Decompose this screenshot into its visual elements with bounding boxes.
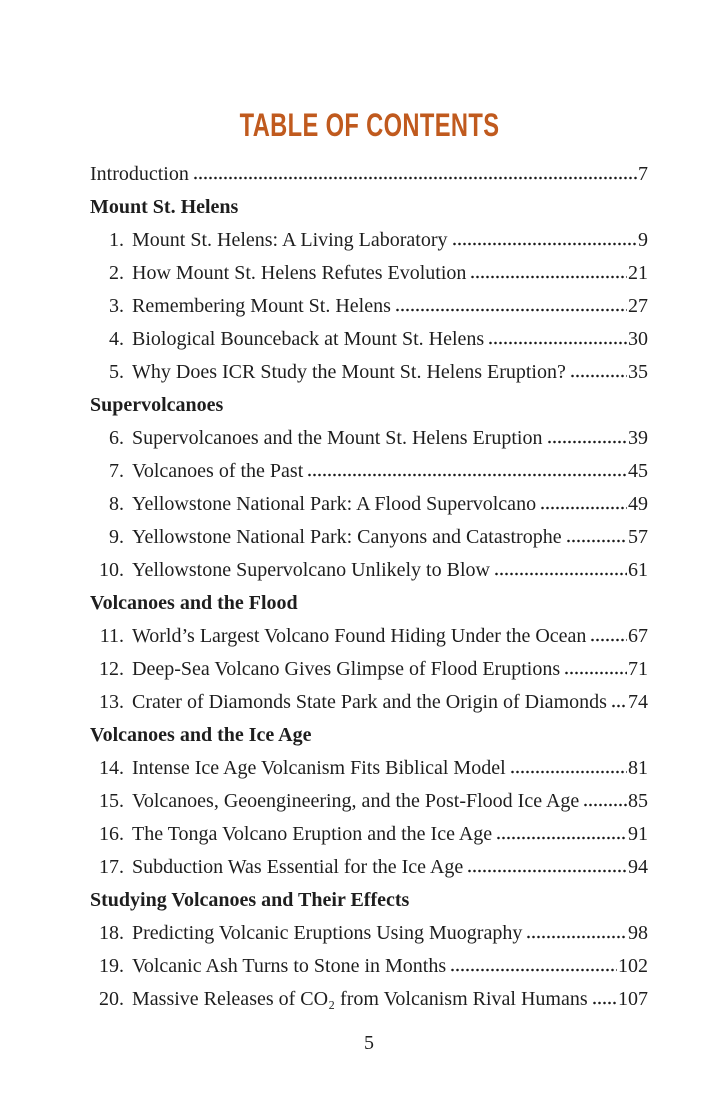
toc-entry[interactable] (90, 521, 648, 554)
entry-number: 6. (109, 427, 124, 449)
entry-number: 14. (99, 757, 124, 779)
entry-title: Why Does ICR Study the Mount St. Helens Eruption? (132, 361, 566, 383)
toc-entry[interactable] (90, 356, 648, 389)
dotted-leader (564, 671, 627, 675)
entry-title: World’s Largest Volcano Found Hiding Under the Ocean (132, 625, 587, 647)
entry-number: 9. (109, 526, 124, 548)
entry-number: 4. (109, 328, 124, 350)
toc-entry[interactable] (90, 323, 648, 356)
entry-title: Deep-Sea Volcano Gives Glimpse of Flood Eruptions (132, 658, 561, 680)
entry-number: 8. (109, 493, 124, 515)
entry-number: 10. (99, 559, 124, 581)
entry-page: 39 (628, 427, 648, 449)
entry-title: Remembering Mount St. Helens (132, 295, 391, 317)
entry-title: Subduction Was Essential for the Ice Age (132, 856, 464, 878)
dotted-leader (395, 308, 627, 312)
entry-number: 16. (99, 823, 124, 845)
dotted-leader (467, 869, 627, 873)
dotted-leader (470, 275, 627, 279)
dotted-leader (590, 638, 627, 642)
dotted-leader (570, 374, 627, 378)
entry-number: 12. (99, 658, 124, 680)
entry-title: Intense Ice Age Volcanism Fits Biblical Model (132, 757, 506, 779)
section-heading-label: Volcanoes and the Ice Age (90, 724, 312, 746)
dotted-leader (307, 473, 627, 477)
dotted-leader (611, 704, 627, 708)
entry-title: How Mount St. Helens Refutes Evolution (132, 262, 467, 284)
entry-page: 91 (628, 823, 648, 845)
toc-entry[interactable] (90, 488, 648, 521)
entry-title: Biological Bounceback at Mount St. Helens (132, 328, 485, 350)
toc-entry[interactable] (90, 620, 648, 653)
entry-number: 17. (99, 856, 124, 878)
toc-entry[interactable] (90, 455, 648, 488)
entry-page: 61 (628, 559, 648, 581)
entry-title: Volcanoes, Geoengineering, and the Post-Flood Ice Age (132, 790, 580, 812)
entry-title: Yellowstone Supervolcano Unlikely to Blow (132, 559, 490, 581)
entry-number: 18. (99, 922, 124, 944)
entry-title: Mount St. Helens: A Living Laboratory (132, 229, 448, 251)
dotted-leader (452, 242, 637, 246)
folio-page-number: 5 (364, 1032, 374, 1054)
entry-page: 71 (628, 658, 648, 680)
dotted-leader (193, 176, 637, 180)
entry-page: 74 (628, 691, 648, 713)
section-heading-label: Studying Volcanoes and Their Effects (90, 889, 410, 911)
toc-section-heading (90, 587, 648, 620)
entry-number: 3. (109, 295, 124, 317)
entry-title: Volcanoes of the Past (132, 460, 304, 482)
entry-page: 67 (628, 625, 648, 647)
toc-entry[interactable] (90, 554, 648, 587)
entry-page: 57 (628, 526, 648, 548)
entry-title: Massive Releases of CO₂ from Volcanism Rival Humans (132, 988, 588, 1010)
entry-page: 94 (628, 856, 648, 878)
dotted-leader (488, 341, 627, 345)
dotted-leader (583, 803, 627, 807)
table-of-contents (90, 158, 648, 1016)
dotted-leader (526, 935, 627, 939)
dotted-leader (547, 440, 628, 444)
entry-title: Volcanic Ash Turns to Stone in Months (132, 955, 447, 977)
entry-page: 45 (628, 460, 648, 482)
toc-entry[interactable] (90, 950, 648, 983)
entry-page: 98 (628, 922, 648, 944)
dotted-leader (540, 506, 627, 510)
section-heading-label: Supervolcanoes (90, 394, 224, 416)
toc-entry[interactable] (90, 851, 648, 884)
entry-title: Crater of Diamonds State Park and the Origin of Diamonds (132, 691, 607, 713)
toc-entry[interactable] (90, 686, 648, 719)
page-title: TABLE OF CONTENTS (239, 107, 499, 143)
toc-entry[interactable] (90, 224, 648, 257)
section-heading-label: Volcanoes and the Flood (90, 592, 298, 614)
entry-number: 19. (99, 955, 124, 977)
entry-page: 27 (628, 295, 648, 317)
entry-number: 5. (109, 361, 124, 383)
dotted-leader (592, 1001, 617, 1005)
entry-title: Yellowstone National Park: Canyons and Catastrophe (132, 526, 562, 548)
entry-page: 107 (618, 988, 648, 1010)
page-title-wrap (90, 106, 648, 146)
entry-number: 15. (99, 790, 124, 812)
dotted-leader (510, 770, 627, 774)
entry-title: Introduction (90, 163, 189, 185)
entry-page: 35 (628, 361, 648, 383)
entry-number: 2. (109, 262, 124, 284)
toc-section-heading (90, 884, 648, 917)
entry-page: 30 (628, 328, 648, 350)
entry-title: Yellowstone National Park: A Flood Supervolcano (132, 493, 537, 515)
entry-number: 11. (99, 625, 124, 647)
toc-entry[interactable] (90, 752, 648, 785)
toc-entry-introduction[interactable] (90, 158, 648, 191)
dotted-leader (450, 968, 617, 972)
section-heading-label: Mount St. Helens (90, 196, 239, 218)
toc-entry[interactable] (90, 290, 648, 323)
toc-section-heading (90, 191, 648, 224)
entry-page: 7 (638, 163, 648, 185)
toc-entry[interactable] (90, 653, 648, 686)
entry-number: 13. (99, 691, 124, 713)
toc-entry[interactable] (90, 983, 648, 1016)
dotted-leader (494, 572, 627, 576)
toc-section-heading (90, 719, 648, 752)
toc-entry[interactable] (90, 785, 648, 818)
entry-page: 81 (628, 757, 648, 779)
toc-entry[interactable] (90, 818, 648, 851)
entry-page: 49 (628, 493, 648, 515)
dotted-leader (566, 539, 627, 543)
toc-section-heading (90, 389, 648, 422)
entry-page: 102 (618, 955, 648, 977)
dotted-leader (496, 836, 627, 840)
entry-number: 20. (99, 988, 124, 1010)
entry-number: 1. (109, 229, 124, 251)
toc-entry[interactable] (90, 917, 648, 950)
entry-title: Predicting Volcanic Eruptions Using Muography (132, 922, 523, 944)
entry-title: The Tonga Volcano Eruption and the Ice Age (132, 823, 493, 845)
entry-page: 9 (638, 229, 648, 251)
entry-number: 7. (109, 460, 124, 482)
entry-title: Supervolcanoes and the Mount St. Helens Eruption (132, 427, 543, 449)
toc-entry[interactable] (90, 422, 648, 455)
entry-page: 85 (628, 790, 648, 812)
entry-page: 21 (628, 262, 648, 284)
toc-entry[interactable] (90, 257, 648, 290)
